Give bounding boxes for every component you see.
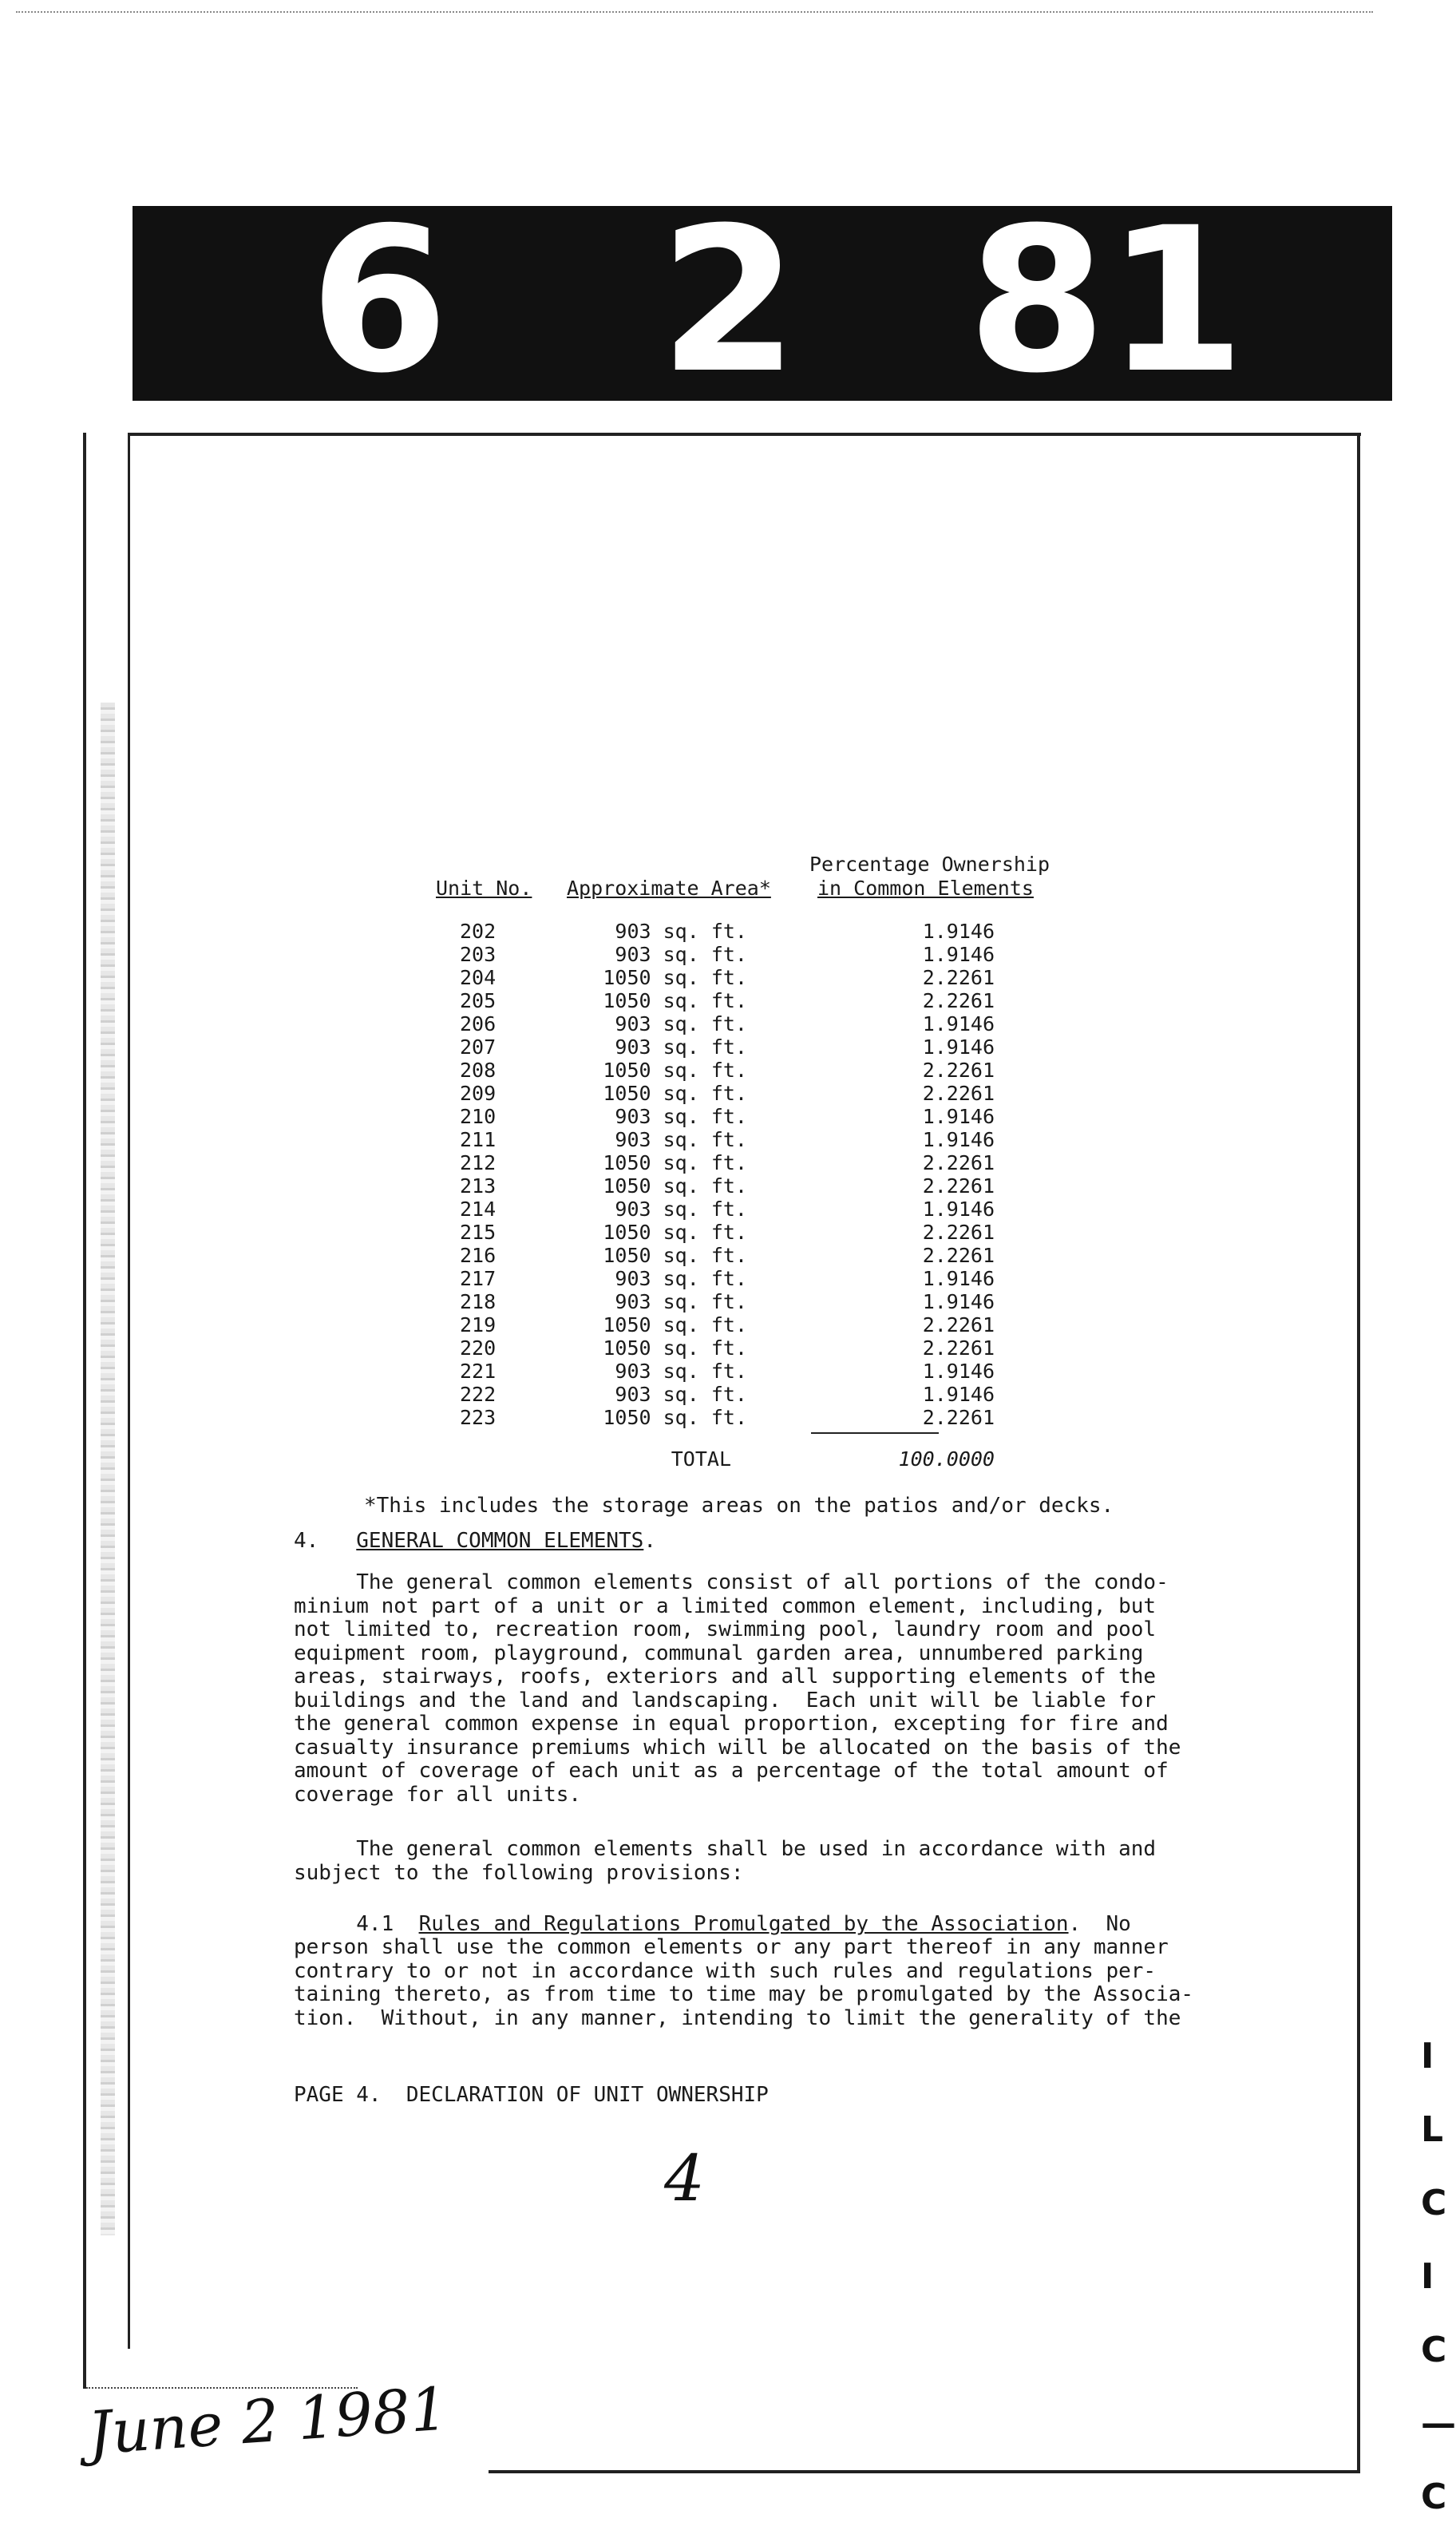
area-cell: 903 sq. ft.: [615, 1128, 747, 1151]
header-pct-line1: Percentage Ownership: [809, 853, 1050, 876]
percentage-cell: 1.9146: [922, 1035, 995, 1059]
section-title: GENERAL COMMON ELEMENTS: [356, 1529, 644, 1553]
text-line: not limited to, recreation room, swimming pool, laundry room and pool: [294, 1617, 1157, 1641]
percentage-cell: 2.2261: [922, 966, 995, 989]
section-title-period: .: [643, 1529, 656, 1553]
text-line: tion. Without, in any manner, intending to limit the generality of the: [294, 2005, 1181, 2030]
unit-cell: 213: [460, 1174, 497, 1198]
unit-cell: 216: [460, 1244, 497, 1267]
percentage-cell: 2.2261: [922, 1082, 995, 1105]
percentage-cell: 1.9146: [922, 1360, 995, 1383]
subsection-4-1-first-line: [294, 1913, 1131, 1937]
percentage-cell: 1.9146: [922, 943, 995, 966]
unit-cell: 203: [460, 943, 497, 966]
percentage-cell: 2.2261: [922, 1151, 995, 1174]
frame-right-rule: [1357, 433, 1360, 2473]
percentage-cell: 2.2261: [922, 989, 995, 1012]
banner-digit-1: 6: [310, 184, 449, 417]
subsection-title: Rules and Regulations Promulgated by the Association: [418, 1912, 1069, 1936]
text-line: casualty insurance premiums which will be allocated on the basis of the: [294, 1735, 1181, 1760]
section-4-paragraph-2: [294, 1838, 1156, 1885]
percentage-cell: 1.9146: [922, 1012, 995, 1035]
unit-cell: 209: [460, 1082, 497, 1105]
unit-cell: 217: [460, 1267, 497, 1290]
unit-cell: 223: [460, 1406, 497, 1429]
area-cell: 903 sq. ft.: [615, 920, 747, 943]
text-line: areas, stairways, roofs, exteriors and all supporting elements of the: [294, 1665, 1157, 1689]
section-number: 4.: [294, 1529, 319, 1553]
percentage-cell: 2.2261: [922, 1174, 995, 1198]
header-pct-line2: in Common Elements: [817, 877, 1034, 900]
edge-mark: —: [1421, 2403, 1456, 2444]
unit-cell: 218: [460, 1290, 497, 1313]
unit-cell: 219: [460, 1313, 497, 1336]
scan-noise-top: [16, 11, 1373, 18]
area-cell: 903 sq. ft.: [615, 1360, 747, 1383]
section-4-paragraph-1: [294, 1571, 1181, 1807]
percentage-cell: 1.9146: [922, 1105, 995, 1128]
section-4-heading: [294, 1530, 656, 1554]
total-label: TOTAL: [671, 1447, 731, 1471]
text-line: The general common elements consist of all portions of the condo-: [294, 1570, 1169, 1594]
percentage-cell: 1.9146: [922, 1383, 995, 1406]
area-cell: 1050 sq. ft.: [603, 1406, 747, 1429]
text-line: subject to the following provisions:: [294, 1860, 744, 1885]
banner-digit-2: 2: [659, 184, 798, 417]
unit-cell: 220: [460, 1336, 497, 1360]
text-line: taining thereto, as from time to time may be promulgated by the Associa-: [294, 1982, 1194, 2006]
unit-cell: 204: [460, 966, 497, 989]
edge-mark: C: [1421, 2477, 1447, 2517]
area-cell: 1050 sq. ft.: [603, 1244, 747, 1267]
page-footer: PAGE 4. DECLARATION OF UNIT OWNERSHIP: [294, 2083, 769, 2107]
percentage-cell: 1.9146: [922, 1198, 995, 1221]
edge-mark: I: [1421, 2036, 1434, 2077]
frame-bottom-rule: [489, 2470, 1360, 2473]
unit-cell: 208: [460, 1059, 497, 1082]
percentage-cell: 2.2261: [922, 1221, 995, 1244]
area-cell: 1050 sq. ft.: [603, 1174, 747, 1198]
text-line: the general common expense in equal proportion, excepting for fire and: [294, 1712, 1169, 1736]
area-cell: 903 sq. ft.: [615, 1105, 747, 1128]
area-cell: 903 sq. ft.: [615, 1290, 747, 1313]
unit-cell: 221: [460, 1360, 497, 1383]
scan-binding-edge: [101, 703, 115, 2235]
unit-cell: 210: [460, 1105, 497, 1128]
percentage-cell: 2.2261: [922, 1313, 995, 1336]
unit-cell: 212: [460, 1151, 497, 1174]
text-line: coverage for all units.: [294, 1782, 582, 1807]
total-value: 100.0000: [898, 1447, 995, 1471]
percentage-cell: 1.9146: [922, 920, 995, 943]
subsection-first-tail: . No: [1068, 1912, 1131, 1936]
unit-cell: 222: [460, 1383, 497, 1406]
handwritten-page-number: 4: [664, 2141, 705, 2215]
frame-top-rule: [128, 433, 1361, 436]
banner-digit-3: 81: [967, 184, 1245, 417]
edge-mark: I: [1421, 2256, 1434, 2297]
area-cell: 1050 sq. ft.: [603, 1221, 747, 1244]
unit-cell: 207: [460, 1035, 497, 1059]
text-line: amount of coverage of each unit as a percentage of the total amount of: [294, 1759, 1169, 1783]
area-cell: 903 sq. ft.: [615, 1035, 747, 1059]
unit-cell: 215: [460, 1221, 497, 1244]
header-unit: Unit No.: [436, 877, 532, 900]
percentage-cell: 1.9146: [922, 1290, 995, 1313]
unit-cell: 214: [460, 1198, 497, 1221]
area-cell: 1050 sq. ft.: [603, 1151, 747, 1174]
edge-mark: L: [1421, 2109, 1444, 2150]
area-cell: 903 sq. ft.: [615, 1198, 747, 1221]
table-footnote: *This includes the storage areas on the patios and/or decks.: [364, 1494, 1114, 1518]
text-line: buildings and the land and landscaping. Each unit will be liable for: [294, 1688, 1157, 1712]
total-rule: [811, 1432, 939, 1434]
area-cell: 1050 sq. ft.: [603, 1082, 747, 1105]
text-line: equipment room, playground, communal garden area, unnumbered parking: [294, 1641, 1144, 1665]
unit-cell: 202: [460, 920, 497, 943]
area-cell: 1050 sq. ft.: [603, 1059, 747, 1082]
area-cell: 903 sq. ft.: [615, 1267, 747, 1290]
edge-mark: C: [1421, 2330, 1447, 2370]
percentage-cell: 2.2261: [922, 1336, 995, 1360]
unit-cell: 206: [460, 1012, 497, 1035]
unit-cell: 205: [460, 989, 497, 1012]
unit-cell: 211: [460, 1128, 497, 1151]
subsection-number: 4.1: [356, 1912, 394, 1936]
frame-inner-left-rule: [128, 433, 130, 2349]
text-line: minium not part of a unit or a limited common element, including, but: [294, 1594, 1157, 1618]
right-edge-marks: [1421, 2020, 1456, 2534]
edge-mark: C: [1421, 2183, 1447, 2223]
percentage-cell: 1.9146: [922, 1128, 995, 1151]
frame-left-rule: [83, 433, 86, 2389]
header-area: Approximate Area*: [567, 877, 771, 900]
date-banner: [133, 184, 1392, 417]
handwritten-date: June 2 1981: [85, 2374, 450, 2469]
area-cell: 903 sq. ft.: [615, 1383, 747, 1406]
percentage-cell: 1.9146: [922, 1267, 995, 1290]
text-line: contrary to or not in accordance with such rules and regulations per-: [294, 1958, 1157, 1983]
percentage-cell: 2.2261: [922, 1406, 995, 1429]
percentage-cell: 2.2261: [922, 1244, 995, 1267]
area-cell: 903 sq. ft.: [615, 943, 747, 966]
text-line: person shall use the common elements or any part thereof in any manner: [294, 1935, 1169, 1959]
area-cell: 1050 sq. ft.: [603, 966, 747, 989]
area-cell: 903 sq. ft.: [615, 1012, 747, 1035]
area-cell: 1050 sq. ft.: [603, 989, 747, 1012]
area-cell: 1050 sq. ft.: [603, 1336, 747, 1360]
subsection-4-1-body: [294, 1936, 1193, 2030]
percentage-cell: 2.2261: [922, 1059, 995, 1082]
area-cell: 1050 sq. ft.: [603, 1313, 747, 1336]
text-line: The general common elements shall be used in accordance with and: [294, 1837, 1157, 1861]
